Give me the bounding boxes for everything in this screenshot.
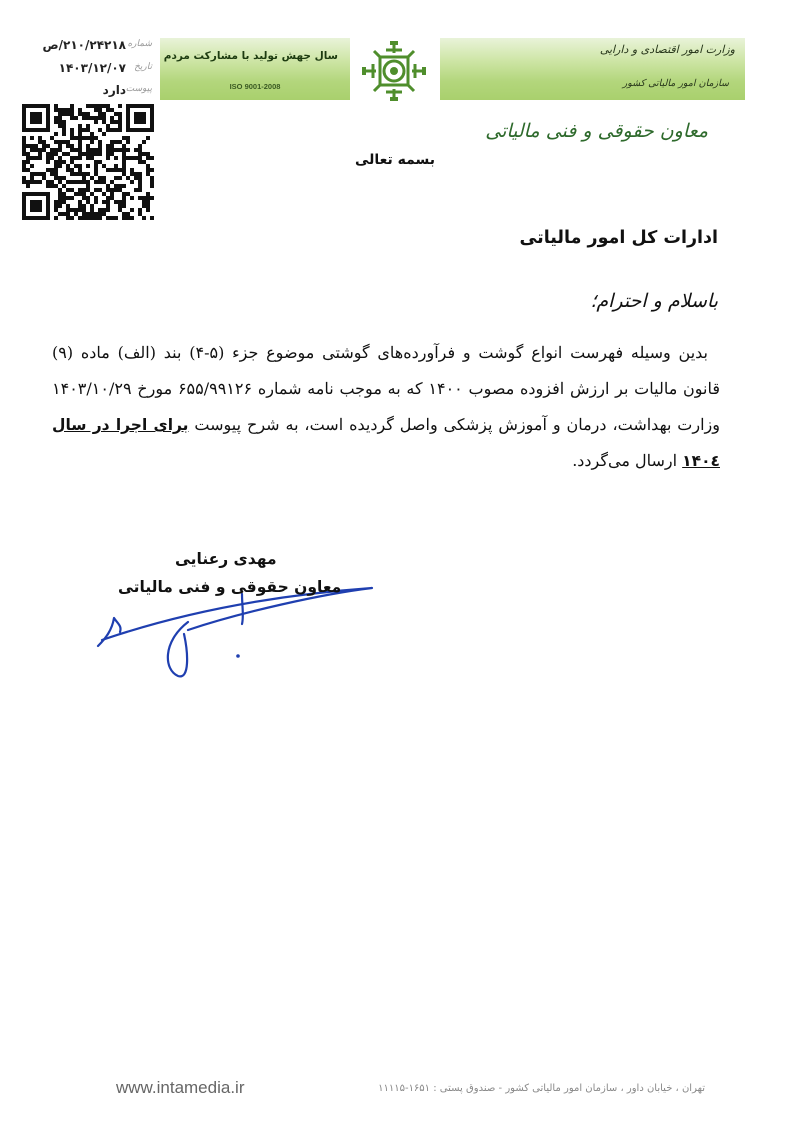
- signatory-name: مهدی رعنایی: [175, 550, 277, 568]
- bismillah: بسمه تعالی: [354, 152, 436, 168]
- letter-number-label: شماره: [127, 39, 152, 49]
- footer-website[interactable]: www.intamedia.ir: [116, 1078, 245, 1097]
- letter-date: [22, 61, 152, 81]
- body-emphasis: برای اجرا در سال ۱۴۰٤: [52, 416, 720, 470]
- body-text-end: ارسال می‌گردد.: [572, 451, 678, 470]
- footer-address: تهران ، خیابان داور ، سازمان امور مالیاتی کشور - صندوق پستی : ۱۶۵۱-۱۱۱۱۵: [378, 1083, 705, 1094]
- letter-attachment-value: دارد: [102, 83, 126, 97]
- letter-number-value: ۲۱۰/۲۴۲۱۸/ص: [42, 38, 126, 52]
- emblem-icon: [356, 40, 432, 102]
- body-text-main: بدین وسیله فهرست انواع گوشت و فرآورده‌های گوشتی موضوع جزء (۵-۴) بند (الف) ماده (۹) قانون مالیات بر ارزش افزوده مصوب ۱۴۰۰ که به موجب نامه شماره ۶۵۵/۹۹۱۲۶ مورخ ۱۴۰۳/۱۰/۲۹ وزارت بهداشت، درمان و آموزش پزشکی واصل گردیده است، به شرح پیوست: [52, 343, 721, 434]
- qr-code: [22, 104, 154, 220]
- recipient: ادارات کل امور مالیاتی: [519, 228, 718, 248]
- iso-certificate: ISO 9001-2008: [229, 82, 281, 91]
- deputy-title: معاون حقوقی و فنی مالیاتی: [485, 120, 708, 142]
- letter-attachment: [22, 83, 152, 103]
- ministry-banner: [440, 38, 745, 100]
- letter-body: [52, 335, 720, 479]
- year-slogan: سال جهش تولید با مشارکت مردم: [163, 50, 338, 62]
- slogan-banner: [160, 38, 350, 100]
- letter-date-label: تاریخ: [134, 62, 152, 72]
- letter-number: [22, 38, 152, 58]
- ministry-name: وزارت امور اقتصادی و دارایی: [599, 43, 735, 56]
- letter-attachment-label: پیوست: [125, 84, 152, 94]
- signatory-title: معاون حقوقی و فنی مالیاتی: [118, 578, 342, 596]
- organization-name: سازمان امور مالیاتی کشور: [622, 78, 729, 89]
- greeting: باسلام و احترام؛: [590, 290, 718, 312]
- letter-date-value: ۱۴۰۳/۱۲/۰۷: [58, 61, 126, 75]
